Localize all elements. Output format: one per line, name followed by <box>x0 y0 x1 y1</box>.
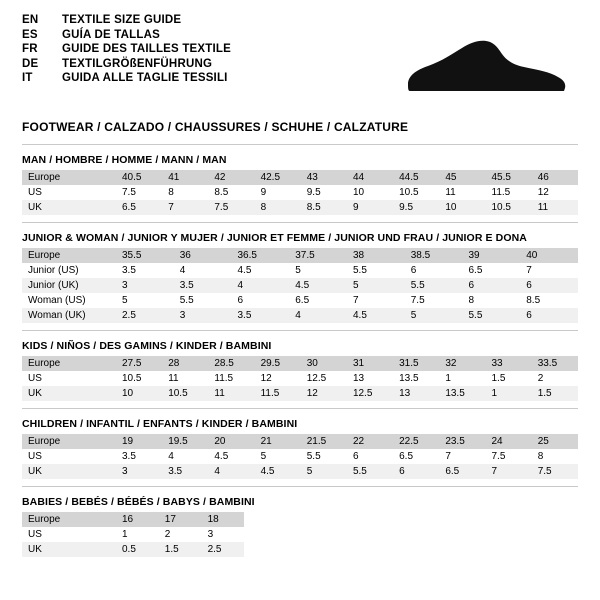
cell: 6 <box>352 451 359 462</box>
table-row <box>22 248 578 263</box>
cell: 1 <box>445 373 451 384</box>
cell: 1.5 <box>491 373 506 384</box>
cell: 42 <box>208 170 254 185</box>
cell: 18 <box>202 512 245 527</box>
row-label: Junior (US) <box>28 265 79 276</box>
row-label: UK <box>22 542 116 557</box>
cell: 6.5 <box>439 464 485 479</box>
cell: 10.5 <box>162 386 208 401</box>
row-label: Europe <box>22 512 116 527</box>
cell: 30 <box>301 356 347 371</box>
group-title: CHILDREN / INFANTIL / ENFANTS / KINDER / BAMBINI <box>22 418 298 430</box>
cell: 22 <box>347 434 393 449</box>
table-row <box>22 170 578 185</box>
cell: 7.5 <box>208 200 254 215</box>
cell: 11.5 <box>255 386 301 401</box>
cell: 21 <box>255 434 301 449</box>
cell: 37.5 <box>289 248 347 263</box>
group-title: MAN / HOMBRE / HOMME / MANN / MAN <box>22 154 227 166</box>
row-label: US <box>28 529 42 540</box>
cell: 4 <box>168 451 174 462</box>
cell: 5.5 <box>353 265 367 276</box>
group-title: JUNIOR & WOMAN / JUNIOR Y MUJER / JUNIOR ET FEMME / JUNIOR UND FRAU / JUNIOR E DONA <box>22 232 527 244</box>
cell: 13.5 <box>439 386 485 401</box>
group-kids <box>22 340 578 401</box>
table-row <box>22 527 244 542</box>
group-title: BABIES / BEBÉS / BÉBÉS / BABYS / BAMBINI <box>22 496 255 508</box>
cell: 45 <box>439 170 485 185</box>
cell: 12 <box>537 187 549 198</box>
language-title-rows <box>22 14 231 87</box>
cell: 44 <box>347 170 393 185</box>
cell: 7 <box>353 295 359 306</box>
cell: 4 <box>289 308 347 323</box>
language-code: DE <box>22 57 39 70</box>
cell: 10.5 <box>122 373 142 384</box>
language-row <box>22 43 231 58</box>
cell: 5 <box>122 295 128 306</box>
cell: 45.5 <box>486 170 532 185</box>
group-babies <box>22 496 578 557</box>
group-divider <box>22 408 578 409</box>
cell: 33 <box>486 356 532 371</box>
cell: 38.5 <box>405 248 463 263</box>
cell: 6.5 <box>295 295 310 306</box>
group-divider <box>22 222 578 223</box>
cell: 27.5 <box>116 356 162 371</box>
cell: 28 <box>162 356 208 371</box>
cell: 39 <box>463 248 521 263</box>
cell: 8 <box>468 295 475 306</box>
cell: 12.5 <box>306 373 327 384</box>
cell: 1 <box>486 386 532 401</box>
cell: 42.5 <box>255 170 301 185</box>
dress-shoe-icon <box>390 36 570 98</box>
cell: 22.5 <box>393 434 439 449</box>
cell: 25 <box>532 434 578 449</box>
cell: 17 <box>159 512 202 527</box>
cell: 3 <box>174 308 232 323</box>
row-label: US <box>28 373 42 384</box>
cell: 10.5 <box>399 187 419 198</box>
cell: 1.5 <box>159 542 202 557</box>
cell: 8.5 <box>526 295 541 306</box>
table-row <box>22 386 578 401</box>
cell: 41 <box>162 170 208 185</box>
cell: 11.5 <box>491 187 511 198</box>
cell: 46 <box>532 170 578 185</box>
cell: 7.5 <box>122 187 136 198</box>
cell: 7.5 <box>491 451 506 462</box>
cell: 44.5 <box>393 170 439 185</box>
size-table <box>22 248 578 323</box>
cell: 28.5 <box>208 356 254 371</box>
cell: 8.5 <box>301 200 347 215</box>
cell: 3.5 <box>162 464 208 479</box>
table-row <box>22 185 578 200</box>
cell: 2 <box>537 373 544 384</box>
cell: 1 <box>122 529 128 540</box>
cell: 2 <box>164 529 171 540</box>
cell: 11 <box>445 187 456 198</box>
table-row <box>22 512 244 527</box>
language-title: TEXTILE SIZE GUIDE <box>62 14 182 26</box>
table-row <box>22 308 578 323</box>
row-label: Europe <box>22 170 116 185</box>
cell: 1.5 <box>532 386 578 401</box>
cell: 4 <box>179 265 186 276</box>
cell: 20 <box>208 434 254 449</box>
cell: 40 <box>520 248 578 263</box>
cell: 31 <box>347 356 393 371</box>
cell: 6 <box>463 278 521 293</box>
table-row <box>22 278 578 293</box>
table-row <box>22 263 578 278</box>
cell: 6 <box>520 308 578 323</box>
cell: 6 <box>410 265 417 276</box>
cell: 19.5 <box>162 434 208 449</box>
cell: 11 <box>532 200 578 215</box>
table-row <box>22 293 578 308</box>
row-label: Woman (UK) <box>22 308 116 323</box>
cell: 9 <box>347 200 393 215</box>
cell: 12.5 <box>347 386 393 401</box>
cell: 36.5 <box>232 248 290 263</box>
cell: 6 <box>393 464 439 479</box>
table-row <box>22 434 578 449</box>
cell: 11 <box>208 386 254 401</box>
language-title: GUÍA DE TALLAS <box>62 28 160 41</box>
cell: 3.5 <box>174 278 232 293</box>
cell: 4 <box>232 278 290 293</box>
cell: 7 <box>526 265 532 276</box>
language-code: ES <box>22 28 38 41</box>
cell: 10 <box>439 200 485 215</box>
cell: 7.5 <box>532 464 578 479</box>
cell: 11 <box>168 373 179 384</box>
cell: 5.5 <box>306 451 321 462</box>
cell: 6.5 <box>399 451 414 462</box>
size-table <box>22 356 578 401</box>
cell: 5 <box>405 308 463 323</box>
row-label: UK <box>22 386 116 401</box>
cell: 12 <box>301 386 347 401</box>
cell: 19 <box>116 434 162 449</box>
language-row <box>22 29 231 44</box>
cell: 5 <box>295 265 301 276</box>
row-label: Europe <box>22 248 116 263</box>
cell: 10.5 <box>486 200 532 215</box>
cell: 4.5 <box>289 278 347 293</box>
cell: 3.5 <box>122 451 136 462</box>
group-junior-woman <box>22 232 578 323</box>
cell: 35.5 <box>116 248 174 263</box>
language-title: TEXTILGRÖßENFÜHRUNG <box>62 57 213 70</box>
table-row <box>22 200 578 215</box>
cell: 5 <box>347 278 405 293</box>
cell: 4.5 <box>237 265 252 276</box>
cell: 4.5 <box>255 464 301 479</box>
cell: 21.5 <box>301 434 347 449</box>
language-code: IT <box>22 72 33 84</box>
cell: 24 <box>486 434 532 449</box>
cell: 3 <box>116 278 174 293</box>
language-title: GUIDE DES TAILLES TEXTILE <box>62 43 231 55</box>
language-title-list <box>22 14 231 87</box>
language-code: EN <box>22 14 39 26</box>
table-row <box>22 464 578 479</box>
cell: 11.5 <box>214 373 234 384</box>
cell: 40.5 <box>116 170 162 185</box>
row-label: US <box>28 451 42 462</box>
category-title: FOOTWEAR / CALZADO / CHAUSSURES / SCHUHE / CALZATURE <box>22 120 409 134</box>
cell: 0.5 <box>116 542 159 557</box>
language-code: FR <box>22 43 38 55</box>
row-label: Junior (UK) <box>22 278 116 293</box>
cell: 10 <box>352 187 365 198</box>
cell: 6 <box>237 295 244 306</box>
cell: 6.5 <box>468 265 483 276</box>
cell: 3.5 <box>122 265 136 276</box>
cell: 5.5 <box>347 464 393 479</box>
cell: 3 <box>207 529 214 540</box>
cell: 9.5 <box>306 187 321 198</box>
size-table <box>22 434 578 479</box>
cell: 33.5 <box>532 356 578 371</box>
cell: 2.5 <box>202 542 245 557</box>
cell: 31.5 <box>393 356 439 371</box>
group-divider <box>22 486 578 487</box>
cell: 7 <box>162 200 208 215</box>
language-title: GUIDA ALLE TAGLIE TESSILI <box>62 72 228 84</box>
table-row <box>22 542 244 557</box>
row-label: Europe <box>22 356 116 371</box>
cell: 4 <box>208 464 254 479</box>
cell: 43 <box>301 170 347 185</box>
cell: 8.5 <box>214 187 229 198</box>
cell: 4.5 <box>347 308 405 323</box>
cell: 29.5 <box>255 356 301 371</box>
cell: 12 <box>260 373 272 384</box>
cell: 5.5 <box>405 278 463 293</box>
table-row <box>22 449 578 464</box>
cell: 9 <box>260 187 267 198</box>
row-label: Europe <box>22 434 116 449</box>
language-row <box>22 58 231 73</box>
cell: 3 <box>116 464 162 479</box>
cell: 6.5 <box>116 200 162 215</box>
cell: 5 <box>260 451 267 462</box>
cell: 4.5 <box>214 451 229 462</box>
cell: 7 <box>445 451 451 462</box>
row-label: UK <box>22 200 116 215</box>
header <box>22 14 578 106</box>
group-divider <box>22 330 578 331</box>
row-label: UK <box>22 464 116 479</box>
language-row <box>22 14 231 29</box>
size-table <box>22 512 244 557</box>
cell: 9.5 <box>393 200 439 215</box>
cell: 10 <box>116 386 162 401</box>
cell: 3.5 <box>232 308 290 323</box>
cell: 38 <box>347 248 405 263</box>
group-children <box>22 418 578 479</box>
cell: 13 <box>393 386 439 401</box>
language-row <box>22 72 231 87</box>
cell: 16 <box>116 512 159 527</box>
cell: 5.5 <box>463 308 521 323</box>
cell: 5.5 <box>179 295 194 306</box>
cell: 13.5 <box>399 373 419 384</box>
cell: 7 <box>486 464 532 479</box>
group-man <box>22 154 578 215</box>
cell: 32 <box>439 356 485 371</box>
group-title: KIDS / NIÑOS / DES GAMINS / KINDER / BAMBINI <box>22 340 272 352</box>
row-label: Woman (US) <box>28 295 86 306</box>
cell: 2.5 <box>116 308 174 323</box>
cell: 8 <box>168 187 174 198</box>
cell: 36 <box>174 248 232 263</box>
cell: 8 <box>255 200 301 215</box>
cell: 7.5 <box>410 295 425 306</box>
cell: 8 <box>537 451 544 462</box>
cell: 23.5 <box>439 434 485 449</box>
table-row <box>22 356 578 371</box>
cell: 13 <box>352 373 365 384</box>
row-label: US <box>28 187 42 198</box>
table-row <box>22 371 578 386</box>
header-divider <box>22 144 578 145</box>
size-table <box>22 170 578 215</box>
cell: 6 <box>520 278 578 293</box>
cell: 5 <box>301 464 347 479</box>
